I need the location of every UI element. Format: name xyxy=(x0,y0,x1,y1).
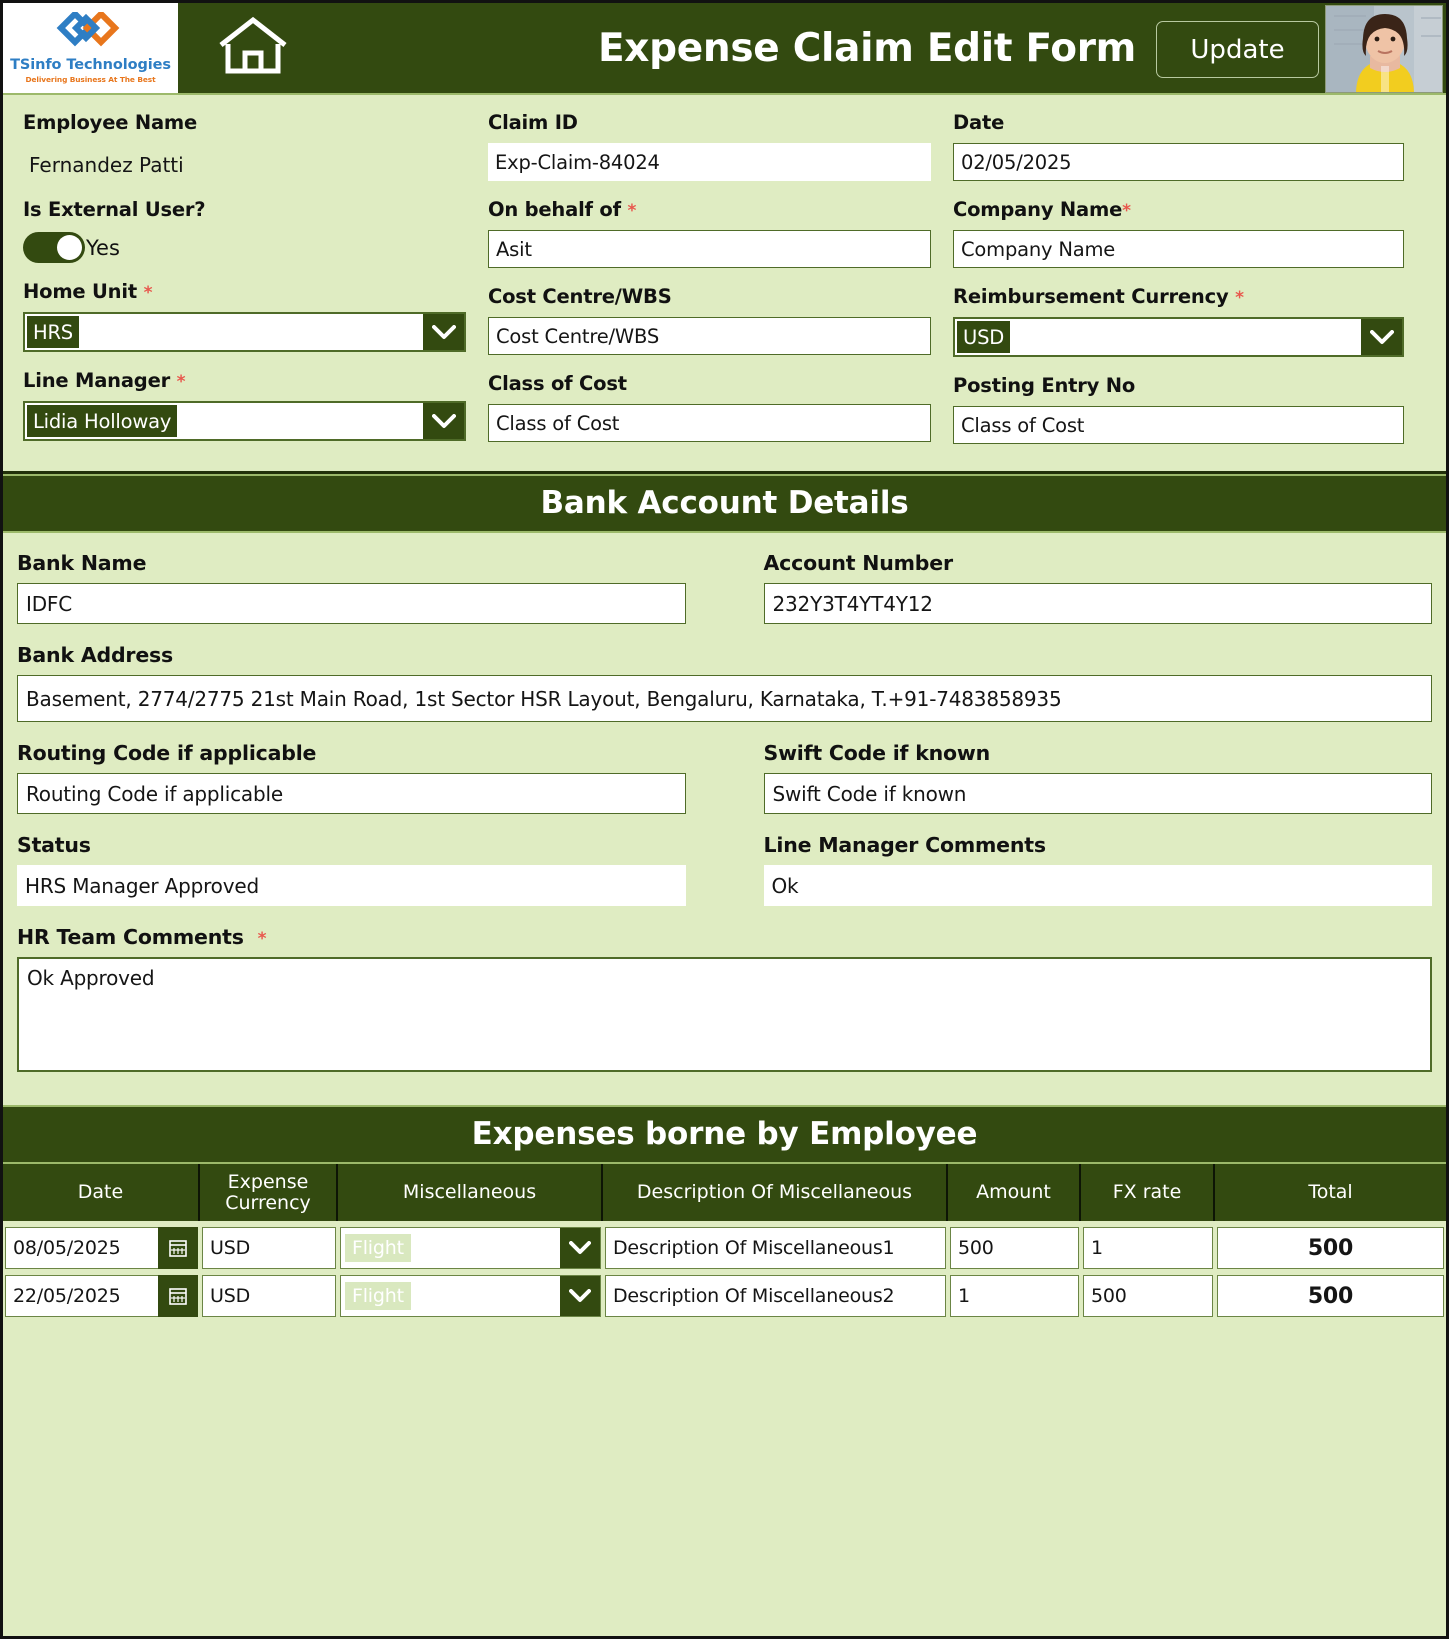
column-header-expense-currency: Expense Currency xyxy=(200,1164,338,1221)
column-header-miscellaneous: Miscellaneous xyxy=(338,1164,603,1221)
update-button[interactable]: Update xyxy=(1156,21,1319,78)
cell-description xyxy=(603,1227,948,1269)
label-employee-name: Employee Name xyxy=(23,111,198,134)
input-status[interactable]: HRS Manager Approved xyxy=(17,865,686,906)
table-row xyxy=(3,1272,1446,1320)
field-claim-id xyxy=(488,111,953,181)
input-routing-code[interactable]: Routing Code if applicable xyxy=(17,773,686,814)
line-manager-selected-value: Lidia Holloway xyxy=(27,405,177,437)
field-on-behalf-of xyxy=(488,198,953,268)
claim-details-section xyxy=(3,95,1446,474)
input-swift-code[interactable]: Swift Code if known xyxy=(764,773,1433,814)
label-company-name: Company Name* xyxy=(953,198,1131,221)
value-employee-name: Fernandez Patti xyxy=(29,153,184,177)
cell-miscellaneous xyxy=(338,1227,603,1269)
company-logo xyxy=(3,3,178,93)
field-routing-code xyxy=(17,741,686,814)
required-marker: * xyxy=(257,929,267,949)
cell-expense-currency xyxy=(200,1227,338,1269)
form-column-middle xyxy=(488,111,953,461)
cell-amount xyxy=(948,1227,1081,1269)
field-employee-name xyxy=(23,111,488,181)
label-home-unit: Home Unit * xyxy=(23,280,153,303)
field-home-unit xyxy=(23,280,488,352)
field-is-external-user xyxy=(23,198,488,263)
label-claim-id: Claim ID xyxy=(488,111,578,134)
value-total: 500 xyxy=(1217,1227,1444,1269)
logo-company-name: TSinfo Technologies xyxy=(10,57,171,74)
field-hr-team-comments xyxy=(17,925,1432,1072)
field-swift-code xyxy=(764,741,1433,814)
tsinfo-logo-icon xyxy=(43,12,139,56)
field-cost-centre-wbs xyxy=(488,285,953,355)
input-amount[interactable]: 500 xyxy=(950,1227,1079,1269)
bank-account-details-section xyxy=(3,533,1446,1105)
bank-account-details-banner: Bank Account Details xyxy=(3,474,1446,533)
input-claim-id[interactable]: Exp-Claim-84024 xyxy=(488,143,931,181)
miscellaneous-selected-value: Flight xyxy=(345,1234,411,1262)
label-cost-centre-wbs: Cost Centre/WBS xyxy=(488,285,672,308)
label-routing-code: Routing Code if applicable xyxy=(17,741,317,765)
field-company-name xyxy=(953,198,1426,268)
field-bank-name xyxy=(17,551,686,624)
toggle-is-external-user[interactable] xyxy=(23,232,85,263)
cell-fx-rate xyxy=(1081,1227,1215,1269)
form-column-right xyxy=(953,111,1426,461)
required-marker: * xyxy=(143,283,153,303)
input-company-name[interactable]: Company Name xyxy=(953,230,1404,268)
cell-total xyxy=(1215,1275,1446,1317)
home-unit-selected-value: HRS xyxy=(27,316,79,348)
cell-amount xyxy=(948,1275,1081,1317)
page-title: Expense Claim Edit Form xyxy=(597,25,1137,71)
required-marker: * xyxy=(176,372,186,392)
chevron-down-icon[interactable] xyxy=(1361,319,1402,355)
expenses-table-header xyxy=(3,1164,1446,1224)
label-hr-team-comments: HR Team Comments * xyxy=(17,925,267,949)
cell-date xyxy=(3,1227,200,1269)
input-fx-rate[interactable]: 500 xyxy=(1083,1275,1213,1317)
label-on-behalf-of: On behalf of * xyxy=(488,198,637,221)
input-posting-entry-no[interactable]: Class of Cost xyxy=(953,406,1404,444)
app-header xyxy=(3,3,1446,95)
input-amount[interactable]: 1 xyxy=(950,1275,1079,1317)
calendar-icon[interactable] xyxy=(158,1227,198,1269)
label-date: Date xyxy=(953,111,1005,134)
cell-expense-currency xyxy=(200,1275,338,1317)
chevron-down-icon[interactable] xyxy=(560,1228,600,1268)
chevron-down-icon[interactable] xyxy=(560,1276,600,1316)
logo-tagline: Delivering Business At The Best xyxy=(25,74,156,84)
chevron-down-icon[interactable] xyxy=(423,314,464,350)
dropdown-miscellaneous[interactable] xyxy=(340,1227,601,1269)
label-bank-address: Bank Address xyxy=(17,643,174,667)
dropdown-reimbursement-currency[interactable] xyxy=(953,317,1404,357)
required-marker: * xyxy=(1235,288,1244,308)
input-line-manager-comments[interactable]: Ok xyxy=(764,865,1433,906)
field-class-of-cost xyxy=(488,372,953,442)
label-swift-code: Swift Code if known xyxy=(763,741,991,765)
field-reimbursement-currency xyxy=(953,285,1426,357)
home-button[interactable] xyxy=(178,3,328,93)
home-icon xyxy=(216,15,290,81)
label-account-number: Account Number xyxy=(763,551,953,575)
column-header-date: Date xyxy=(3,1164,200,1221)
field-date xyxy=(953,111,1426,181)
label-reimbursement-currency: Reimbursement Currency * xyxy=(953,285,1244,308)
expenses-table xyxy=(3,1164,1446,1510)
expenses-banner: Expenses borne by Employee xyxy=(3,1105,1446,1164)
toggle-knob xyxy=(57,235,82,260)
column-header-total: Total xyxy=(1308,1181,1353,1204)
input-account-number[interactable]: 232Y3T4YT4Y12 xyxy=(764,583,1433,624)
input-expense-date[interactable]: 08/05/2025 xyxy=(5,1227,198,1269)
input-fx-rate[interactable]: 1 xyxy=(1083,1227,1213,1269)
miscellaneous-selected-value: Flight xyxy=(345,1282,411,1310)
table-row xyxy=(3,1224,1446,1272)
column-header-description: Description Of Miscellaneous xyxy=(603,1164,948,1221)
required-marker: * xyxy=(1122,201,1131,221)
input-expense-date[interactable]: 22/05/2025 xyxy=(5,1275,198,1317)
field-posting-entry-no xyxy=(953,374,1426,444)
toggle-value-label: Yes xyxy=(86,235,120,260)
dropdown-home-unit[interactable] xyxy=(23,312,466,352)
input-expense-currency[interactable]: USD xyxy=(202,1275,336,1317)
field-account-number xyxy=(764,551,1433,624)
input-description[interactable]: Description Of Miscellaneous2 xyxy=(605,1275,946,1317)
required-marker: * xyxy=(627,201,637,221)
label-bank-name: Bank Name xyxy=(17,551,147,575)
label-line-manager: Line Manager * xyxy=(23,369,186,392)
input-on-behalf-of[interactable]: Asit xyxy=(488,230,931,268)
cell-total xyxy=(1215,1227,1446,1269)
table-empty-area xyxy=(3,1320,1446,1510)
calendar-icon[interactable] xyxy=(158,1275,198,1317)
input-description[interactable]: Description Of Miscellaneous1 xyxy=(605,1227,946,1269)
label-line-manager-comments: Line Manager Comments xyxy=(763,833,1046,857)
label-is-external-user: Is External User? xyxy=(23,198,206,221)
form-column-left xyxy=(23,111,488,461)
field-status xyxy=(17,833,686,906)
field-bank-address xyxy=(17,643,1432,722)
dropdown-miscellaneous[interactable] xyxy=(340,1275,601,1317)
input-class-of-cost[interactable]: Class of Cost xyxy=(488,404,931,442)
input-bank-address[interactable]: Basement, 2774/2775 21st Main Road, 1st Sector HSR Layout, Bengaluru, Karnataka, T.+91-7483858935 xyxy=(17,675,1432,722)
input-cost-centre-wbs[interactable]: Cost Centre/WBS xyxy=(488,317,931,355)
column-header-amount: Amount xyxy=(948,1164,1081,1221)
input-date[interactable]: 02/05/2025 xyxy=(953,143,1404,181)
cell-fx-rate xyxy=(1081,1275,1215,1317)
chevron-down-icon[interactable] xyxy=(423,403,464,439)
column-header-fx-rate: FX rate xyxy=(1081,1164,1215,1221)
cell-date xyxy=(3,1275,200,1317)
field-line-manager-comments xyxy=(764,833,1433,906)
label-class-of-cost: Class of Cost xyxy=(488,372,627,395)
label-status: Status xyxy=(17,833,91,857)
textarea-hr-team-comments[interactable]: Ok Approved xyxy=(17,957,1432,1072)
label-posting-entry-no: Posting Entry No xyxy=(953,374,1136,397)
cell-miscellaneous xyxy=(338,1275,603,1317)
input-expense-currency[interactable]: USD xyxy=(202,1227,336,1269)
dropdown-line-manager[interactable] xyxy=(23,401,466,441)
value-total: 500 xyxy=(1217,1275,1444,1317)
cell-description xyxy=(603,1275,948,1317)
input-bank-name[interactable]: IDFC xyxy=(17,583,686,624)
reimbursement-currency-selected-value: USD xyxy=(957,321,1010,353)
field-line-manager xyxy=(23,369,488,441)
user-avatar[interactable] xyxy=(1325,5,1443,93)
